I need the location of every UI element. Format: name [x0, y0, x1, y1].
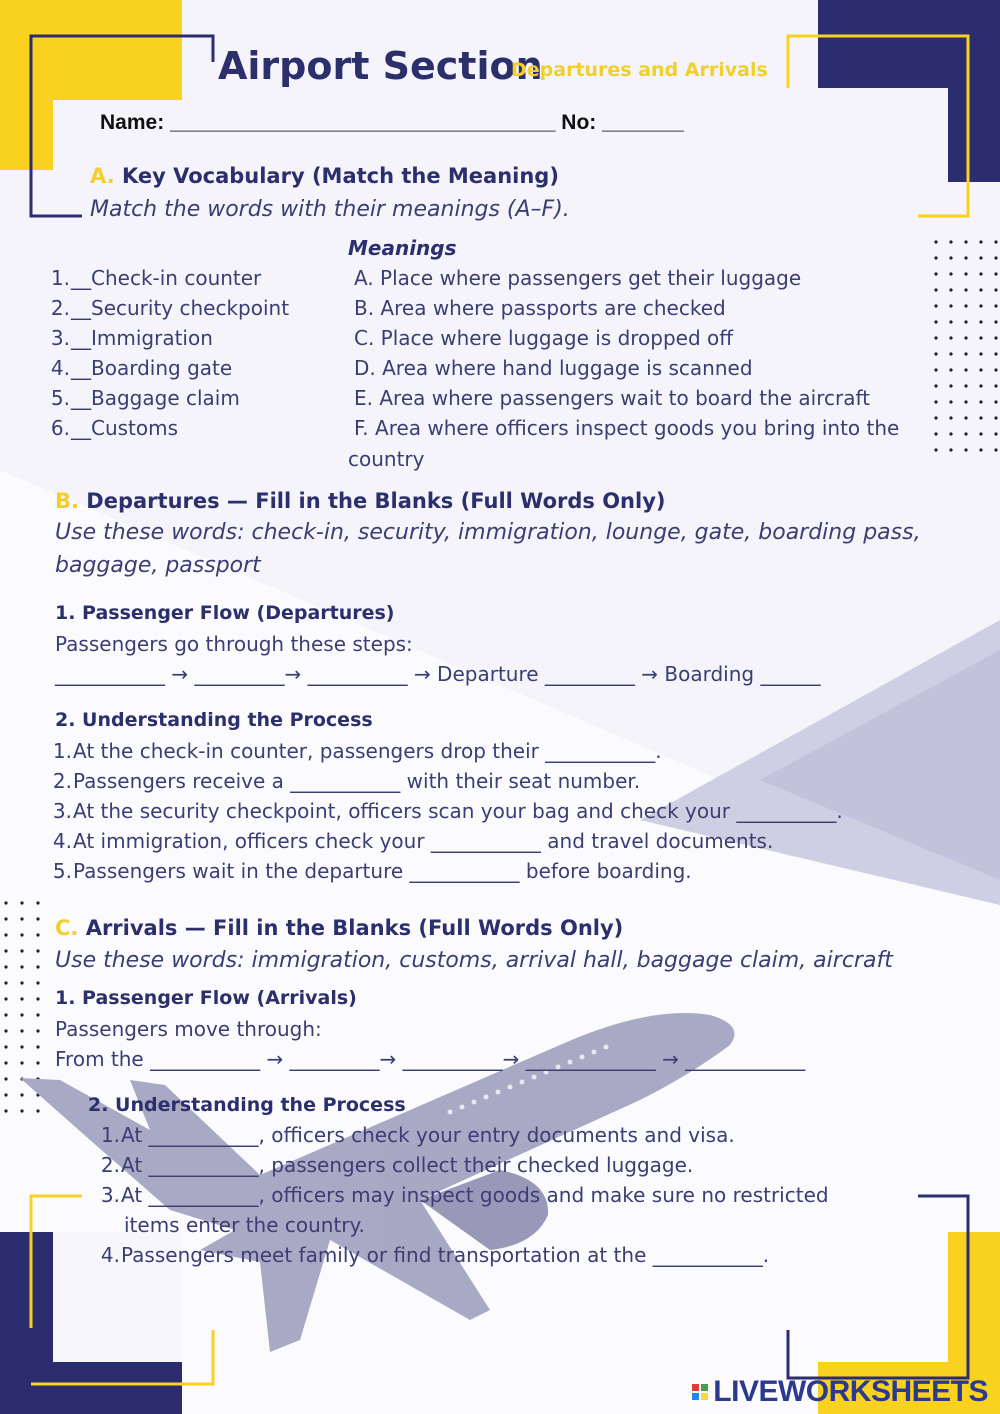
departures-flow-heading: 1. Passenger Flow (Departures) [55, 602, 395, 624]
section-c-heading [55, 916, 623, 940]
term-text: __Security checkpoint [71, 296, 290, 320]
page-subtitle: Departures and Arrivals [511, 59, 768, 81]
section-c-word-bank: Use these words: immigration, customs, arrival hall, baggage claim, aircraft [55, 948, 893, 973]
liveworksheets-logo[interactable] [692, 1375, 988, 1409]
item-text: At ___________, passengers collect their checked luggage. [121, 1153, 694, 1177]
item-number: 3. [52, 799, 72, 823]
item-number: 1. [52, 739, 72, 763]
item-text: At the check-in counter, passengers drop their ___________. [73, 739, 662, 763]
vocab-term[interactable] [48, 356, 232, 380]
section-c-letter: C. [55, 916, 79, 940]
fill-blank-item[interactable] [98, 1153, 693, 1177]
meaning-item: D. Area where hand luggage is scanned [354, 356, 753, 380]
meaning-item: F. Area where officers inspect goods you bring into the [354, 416, 900, 440]
navy-corner-top-right-gap [818, 88, 948, 182]
meaning-item: C. Place where luggage is dropped off [354, 326, 734, 350]
term-text: __Check-in counter [71, 266, 262, 290]
item-number: 1. [50, 266, 70, 290]
vocab-term[interactable] [48, 386, 240, 410]
item-text: At immigration, officers check your ___________ and travel documents. [73, 829, 774, 853]
term-text: __Immigration [71, 326, 213, 350]
item-number: 5. [52, 859, 72, 883]
fill-blank-item[interactable] [98, 1243, 769, 1267]
item-text: At ___________, officers may inspect goods and make sure no restricted [121, 1183, 829, 1207]
page-title: Airport Section [218, 44, 543, 88]
item-number: 2. [50, 296, 70, 320]
meaning-item-wrap: country [348, 447, 425, 471]
section-b-heading [55, 489, 665, 513]
section-b-word-bank: Use these words: check-in, security, immigration, lounge, gate, boarding pass, [55, 520, 921, 545]
arrivals-process-heading: 2. Understanding the Process [88, 1094, 406, 1116]
term-text: __Customs [71, 416, 179, 440]
meaning-item: E. Area where passengers wait to board the aircraft [354, 386, 870, 410]
item-text: Passengers receive a ___________ with their seat number. [73, 769, 641, 793]
section-b-letter: B. [55, 489, 79, 513]
meanings-heading: Meanings [348, 236, 457, 260]
fill-blank-item[interactable] [50, 769, 640, 793]
item-number: 5. [50, 386, 70, 410]
vocab-term[interactable] [48, 326, 213, 350]
item-number: 1. [100, 1123, 120, 1147]
fill-blank-item[interactable] [98, 1183, 829, 1207]
fill-blank-item-wrap: items enter the country. [124, 1213, 365, 1237]
departures-flow-intro: Passengers go through these steps: [55, 632, 413, 656]
item-text: At ___________, officers check your entry documents and visa. [121, 1123, 735, 1147]
section-a-letter: A. [90, 164, 115, 188]
item-number: 3. [50, 326, 70, 350]
item-number: 4. [100, 1243, 120, 1267]
fill-blank-item[interactable] [50, 829, 773, 853]
departures-process-heading: 2. Understanding the Process [55, 709, 373, 731]
term-text: __Baggage claim [71, 386, 240, 410]
fill-blank-item[interactable] [50, 739, 662, 763]
vocab-term[interactable] [48, 266, 261, 290]
section-a-heading [90, 164, 559, 188]
dot-pattern-right [934, 240, 997, 451]
meaning-item: A. Place where passengers get their luggage [354, 266, 802, 290]
arrivals-flow-heading: 1. Passenger Flow (Arrivals) [55, 987, 357, 1009]
fill-blank-item[interactable] [50, 799, 843, 823]
item-number: 2. [52, 769, 72, 793]
name-number-field[interactable]: Name: _________________________________ No: _______ [100, 111, 684, 134]
vocab-term[interactable] [48, 416, 178, 440]
item-number: 3. [100, 1183, 120, 1207]
logo-icon [692, 1384, 708, 1400]
item-text: At the security checkpoint, officers scan your bag and check your __________. [73, 799, 843, 823]
departures-flow-blanks[interactable]: ___________ → _________→ __________ → Departure _________ → Boarding ______ [55, 662, 821, 686]
fill-blank-item[interactable] [98, 1123, 735, 1147]
section-a-title: Key Vocabulary (Match the Meaning) [121, 164, 559, 188]
section-a-instruction: Match the words with their meanings (A–F). [90, 197, 570, 222]
item-number: 4. [50, 356, 70, 380]
term-text: __Boarding gate [71, 356, 233, 380]
item-number: 6. [50, 416, 70, 440]
logo-text: LIVEWORKSHEETS [713, 1375, 988, 1408]
arrivals-flow-blanks[interactable]: From the ___________ → _________→ __________→ _____________ → ____________ [55, 1047, 806, 1071]
item-number: 4. [52, 829, 72, 853]
item-number: 2. [100, 1153, 120, 1177]
section-b-title: Departures — Fill in the Blanks (Full Words Only) [86, 489, 666, 513]
item-text: Passengers wait in the departure ___________ before boarding. [73, 859, 692, 883]
section-c-title: Arrivals — Fill in the Blanks (Full Words Only) [85, 916, 624, 940]
section-b-word-bank-wrap: baggage, passport [55, 553, 261, 578]
meaning-item: B. Area where passports are checked [354, 296, 726, 320]
item-text: Passengers meet family or find transportation at the ___________. [121, 1243, 770, 1267]
arrivals-flow-intro: Passengers move through: [55, 1017, 322, 1041]
fill-blank-item[interactable] [50, 859, 692, 883]
vocab-term[interactable] [48, 296, 289, 320]
